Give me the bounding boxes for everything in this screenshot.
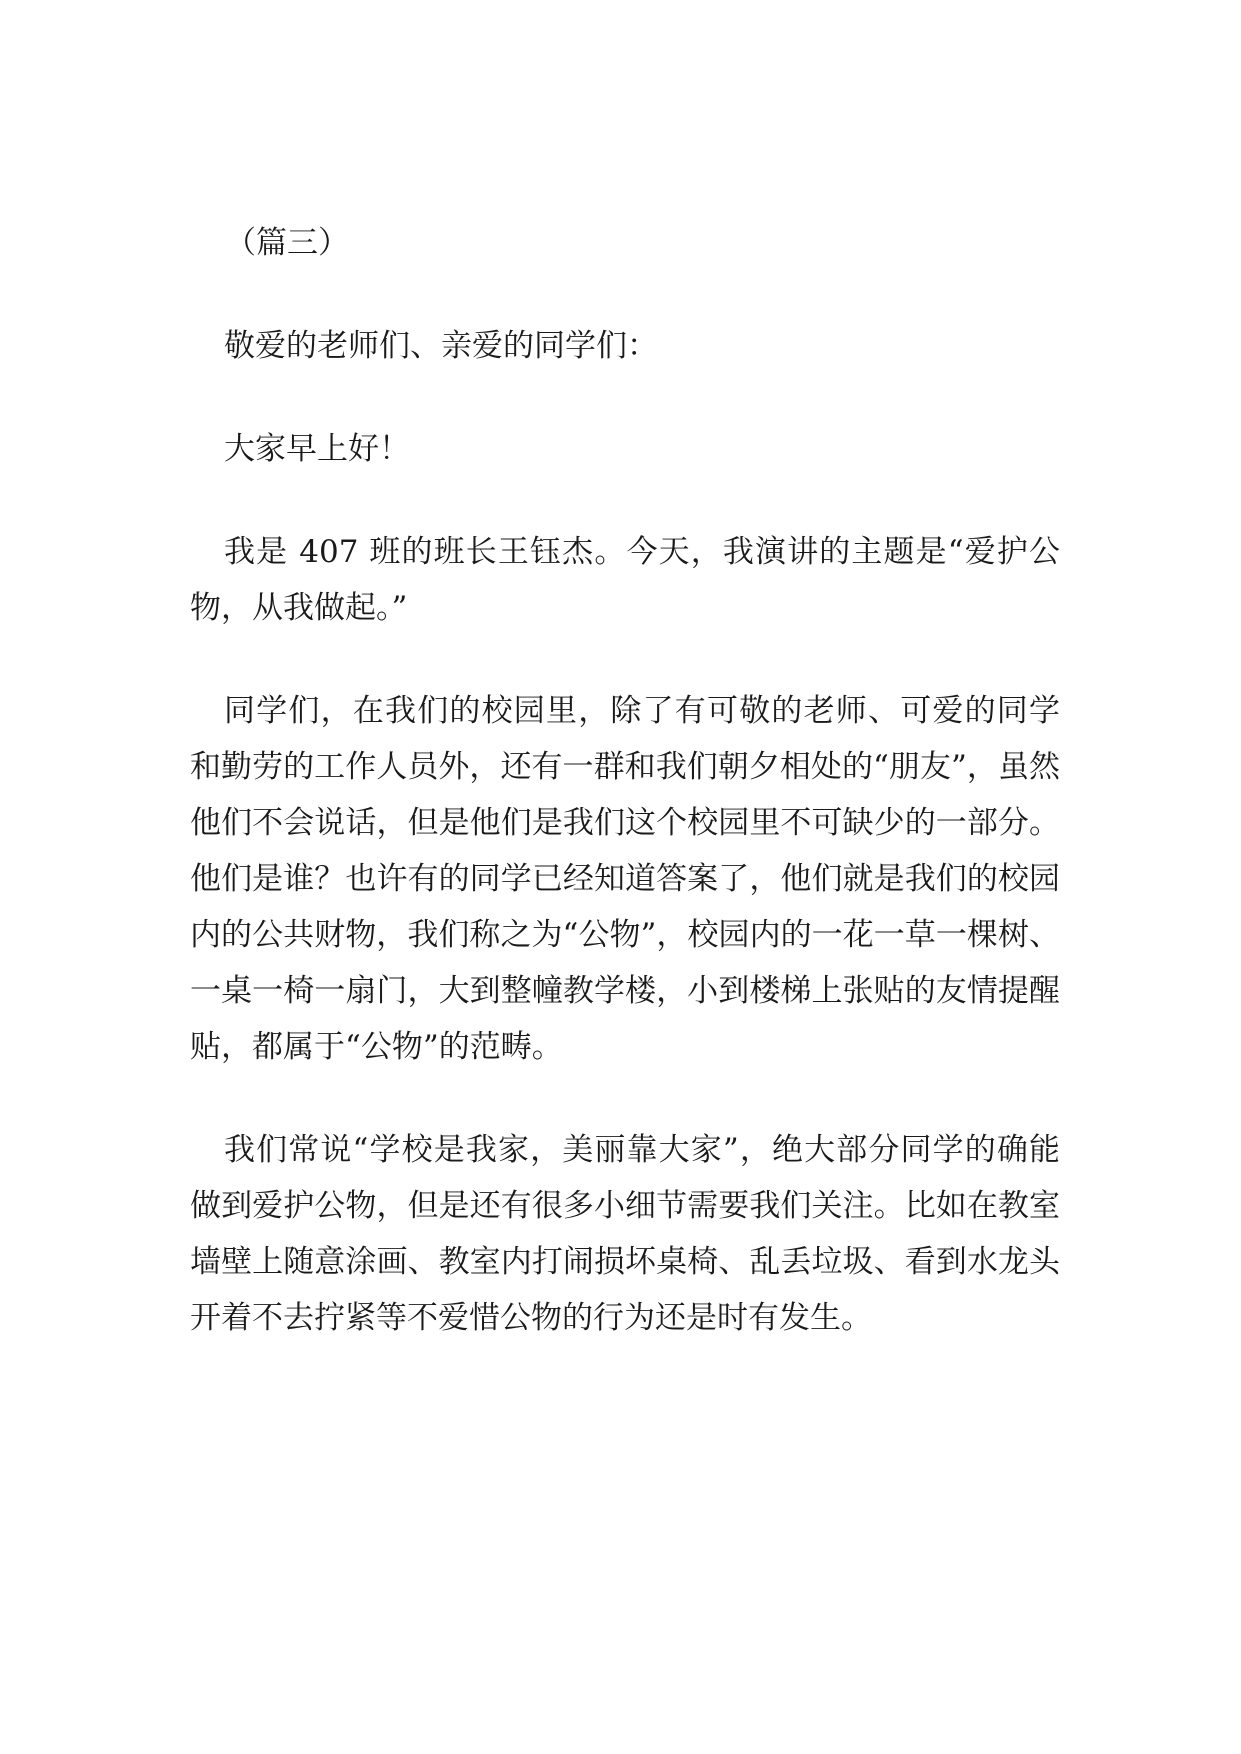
section-heading: （篇三） bbox=[225, 225, 349, 261]
paragraph-intro: 我是 407 班的班长王钰杰。今天，我演讲的主题是“爱护公物，从我做起。” bbox=[190, 534, 1060, 626]
salutation: 敬爱的老师们、亲爱的同学们： bbox=[224, 328, 658, 364]
paragraph-public-property: 同学们，在我们的校园里，除了有可敬的老师、可爱的同学和勤劳的工作人员外，还有一群和我们朝夕相处的“朋友”，虽然他们不会说话，但是他们是我们这个校园里不可缺少的一部分。他们是谁？也许有的同学已经知道答案了，他们就是我们的校园内的公共财物，我们称之为“公物”，校园内的一花一草一棵树、一桌一椅一扇门，大到整幢教学楼，小到楼梯上张贴的友情提醒贴，都属于“公物”的范畴。 bbox=[190, 693, 1060, 1065]
paragraph-details: 我们常说“学校是我家，美丽靠大家”，绝大部分同学的确能做到爱护公物，但是还有很多小细节需要我们关注。比如在教室墙壁上随意涂画、教室内打闹损坏桌椅、乱丢垃圾、看到水龙头开着不去拧紧等不爱惜公物的行为还是时有发生。 bbox=[190, 1132, 1060, 1336]
greeting: 大家早上好！ bbox=[224, 431, 410, 467]
document-body bbox=[190, 215, 1060, 1393]
